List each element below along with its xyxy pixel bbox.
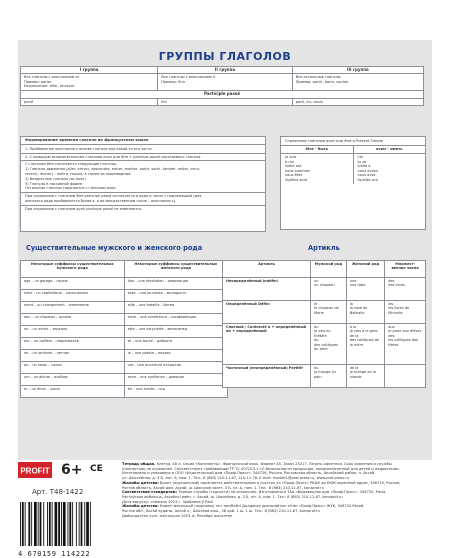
form-line: С глаголом être спрягаются следующие глаголы: (25, 162, 117, 167)
info-text: Билет (журнальный) признается действительным в участок ул «Проф-Пресс» РКЦК до ЕИЖ ларечный адрес, 346720, Россия, (158, 480, 401, 485)
masc-suffix-cell: age – un garage – гараж (21, 278, 125, 290)
info-text: Дата выпуску: снежань 2023 г. Зроблена ў Расіі (122, 499, 214, 504)
masc-suffix-cell: ier – un jardinier – летчик (21, 350, 125, 362)
group-header-1: I группа (21, 67, 158, 74)
etre-form: vous êtes (285, 173, 303, 178)
info-label: Соответствие стандартам: (122, 490, 178, 495)
plural-header: Множест-венное число (385, 261, 426, 278)
article-example-cell (385, 365, 426, 388)
article-example-cell: la la robe de Nathalie (346, 301, 384, 324)
etre-form: ils/elles sont (285, 177, 308, 182)
article-table (222, 260, 426, 388)
suffix-row (21, 302, 228, 314)
info-text: Термин службы (годности) не ограничен. Изготовлено в ТАА «Выдавецтва дом «Проф-Прэсс», 344720, Расія, (177, 490, 387, 495)
article-row (223, 278, 426, 301)
etre-form: il/elle est (285, 164, 302, 169)
info-text: Көмегі мекенжай (жарнама) тегі несібайті Дәлдəлеу шығарайтын кітап «Проф-Прэсс» ЖҰК, 346720 Ресей, (158, 504, 365, 509)
article-example-cell: les les livres de Michelle (385, 301, 426, 324)
form-line: 2) Возвратные глаголы (se laver) (25, 176, 86, 181)
avoir-form: il/elle a (357, 164, 371, 169)
article-row (223, 365, 426, 388)
suffix-row (21, 326, 228, 338)
etre-form: je suis (285, 155, 297, 159)
article-example-cell: du je mange du pain (311, 365, 347, 388)
fem-suffix-header: Некоторые суффиксы существительных женского рода (124, 261, 227, 278)
participe-2: fini (158, 98, 293, 105)
avoir-form: tu as (357, 159, 367, 164)
verb-groups-table (20, 66, 424, 106)
avoir-column-header: avoir - иметь (353, 146, 425, 153)
avoir-etre-table (281, 146, 425, 183)
fem-suffix-cell: ance – une confiance – доверие (124, 374, 227, 386)
avoir-etre-box (280, 136, 426, 230)
form-line: При спряжении с глаголом être participe passé согласуется в роде и числе с подлежащим (для (25, 194, 202, 199)
fem-suffix-cell: ée – une année – год (124, 386, 227, 398)
barcode-number: 4 670159 114222 (18, 550, 91, 558)
form-line: 3) Глаголы в пассивной форме (25, 181, 83, 186)
info-text: Ростов область, Аксай дом, Аксай, ш. Шоссеов часет, 3 Б, ул. А, пом. 1. Тел.: 8 (863) 210-11-67, kanzprof.ru (122, 485, 325, 490)
info-text: Изготовлено и упаковано в ООО «Издательский дом «Проф-Пресс», 344726, Россия, Ростовская область, Аксайский район, п. Аксай, (122, 471, 376, 476)
avoir-form: nous avons (357, 168, 378, 173)
participe-passe-label: Participle passé (21, 91, 424, 98)
avoir-form: vous avez (357, 173, 376, 178)
article-example-cell: aux je parle aux élèves des les collègues des frères (385, 324, 426, 365)
article-type-cell: Определённый Défini (223, 301, 311, 324)
participe-3: parti, bu, voulu (292, 98, 423, 105)
suffix-table (20, 260, 228, 398)
age-rating: 6+ (61, 462, 83, 478)
group-desc-3: Все остальные глаголы Пример: partir, boire, vouloir (292, 74, 423, 91)
etre-form: nous sommes (285, 168, 310, 173)
feminine-header: Женский род (346, 261, 384, 278)
fem-suffix-cell: tion – une révolution – революция (124, 278, 227, 290)
form-line: 2. С помощью вспомогательных глаголов avoir или être + participe passé спрягаемого глагола. (25, 154, 202, 159)
masc-suffix-cell: um – un album – альбом (21, 374, 125, 386)
info-label: Тетрадь общая. (122, 462, 156, 466)
tense-formation-header: Формирование времени глагола во французском языке (21, 137, 265, 145)
group-desc-2: Все глаголы с окончанием ir Пример: finir (158, 74, 293, 91)
page-title: ГРУППЫ ГЛАГОЛОВ (158, 50, 292, 63)
fem-suffix-cell: ie – une poésie – поэзия (124, 350, 227, 362)
group-header-2: II группа (158, 67, 293, 74)
avoir-form: j'ai (357, 155, 363, 159)
masc-suffix-cell: isme – un capitalisme – капитализм (21, 290, 125, 302)
article-example-cell: des des livres (385, 278, 426, 301)
info-text: (полностью) не ограничен. Соответствует требованиям ТР ТС 007/2011 «О безопасности продукции, предназначенной для детей и подростков». (122, 466, 401, 471)
etre-column-header: être - быть (281, 146, 353, 153)
group-header-3: III группа (292, 67, 423, 74)
masc-suffix-cell: on – un salon – салон (21, 362, 125, 374)
article-example-cell: le le chapeau de Marie (311, 301, 347, 324)
suffix-row (21, 314, 228, 326)
participe-1: parlé (21, 98, 158, 105)
info-label: Жалобы детство: (122, 504, 159, 509)
etre-form: tu es (285, 159, 294, 164)
ce-mark: CE (90, 464, 103, 474)
form-line: Остальные глаголы спрягаются с глаголом avoir. (25, 186, 117, 191)
suffix-row (21, 350, 228, 362)
fem-suffix-cell: esse – une jeunesse – молодость (124, 290, 227, 302)
info-line (122, 514, 434, 519)
article-row (223, 324, 426, 365)
fem-suffix-cell: aille – une bataille – битва (124, 302, 227, 314)
profit-logo (18, 462, 52, 478)
barcode (18, 502, 116, 546)
form-line: женского рода прибавляется буква e, а во множественном числе – окончание s). (25, 198, 177, 203)
masculine-header: Мужской род (311, 261, 347, 278)
suffix-row (21, 374, 228, 386)
suffix-row (21, 338, 228, 350)
article-section-title: Артикль (308, 244, 340, 252)
masc-suffix-cell: eur – un coiffeur – парикмахер (21, 338, 125, 350)
suffix-row (21, 362, 228, 374)
article-example-cell: une une robe (346, 278, 384, 301)
info-text: Дайындалған күні: желтоқсан 2023 ж. Ресейде жасалған (122, 513, 233, 518)
info-text: Растоўская вобласць, Аксайскі раён, г. Аксай, ш. Шасейная, д. 3 Б, літ. А, пом. 1. Тэл.: 8 (863) 210-11-67, kanzprof.ru (122, 494, 343, 499)
form-line: revenir, rentrer) – пойти, пошла, а также их производные. (25, 171, 132, 176)
info-label: Жалобы детство: (122, 480, 159, 485)
article-type-cell: Неопределённый Indéfini (223, 278, 311, 301)
article-example-cell: un un chapeau (311, 278, 347, 301)
group-desc-1: Все глаголы с окончанием er Пример: parler Исключение: aller, envoyer (21, 74, 158, 91)
masc-suffix-cell: oir – un miroir – зеркало (21, 326, 125, 338)
grammar-sheet (18, 40, 432, 460)
masc-suffix-cell: er – un dîner – ужин (21, 386, 125, 398)
article-row (223, 301, 426, 324)
article-type-cell: Частичный (неопределённый) Partitif (223, 365, 311, 388)
fem-suffix-cell: ure – une ouverture открытие (124, 362, 227, 374)
fem-suffix-cell: ence – une conférence – конференция (124, 314, 227, 326)
fem-suffix-cell: té – une bonté – доброта (124, 338, 227, 350)
info-text: Клетка, 48 л. Серия «Конспекты». Французский язык. Формат А5. Заказ 25217. Печать офсетная. Срок хранения и службы (155, 462, 392, 466)
product-info (122, 462, 434, 518)
article-example-cell: de la je mange de la viande (346, 365, 384, 388)
suffix-row (21, 290, 228, 302)
avoir-etre-header: Спряжение глаголов avoir или être в Présent Simple (281, 137, 425, 146)
form-line: При спряжении с глаголом avoir participe passé не изменяется. (25, 206, 143, 211)
form-line: 1. Прибавление окончания к основе глагола или какой-то его части. (25, 146, 153, 151)
suffix-row (21, 278, 228, 290)
article-header: Артикль (223, 261, 311, 278)
article-example-cell: à la je vais à la gare de la des collègues de la mère (346, 324, 384, 365)
masc-suffix-header: Некоторые суффиксы существительных мужского рода (21, 261, 125, 278)
fem-suffix-cell: ette – une bicyclette – велосипед (124, 326, 227, 338)
masc-suffix-cell: ment – un changement – изменение (21, 302, 125, 314)
masc-suffix-cell: eau – un chapeau – шляпа (21, 314, 125, 326)
avoir-form: ils/elles ont (357, 177, 378, 182)
nouns-section-title: Существительные мужского и женского рода (26, 244, 203, 252)
form-line: 1) Глаголы движения (aller, arriver, descendre, entrer, monter, partir, sortir, tomber, rester, venir, (25, 167, 201, 172)
suffix-row (21, 386, 228, 398)
article-number: Арт. Т48-1422 (32, 488, 84, 496)
article-example-cell: au je vais au théâtre du des collègues du père (311, 324, 347, 365)
logo-text: PROFIT (20, 466, 50, 476)
info-text: Ростов обл., Аксай ауданы, Аксай қ., Шоссеов көш., 3Б қой. 1 ш. 1 ш. Тел.: 8 (863) 210-11-67, kanzprof.ru (122, 509, 320, 514)
article-type-cell: Слитный / Contracté à + определённый de + определённый (223, 324, 311, 365)
tense-formation-box (20, 136, 266, 232)
info-text: ул. Шоссейная, д. 3 Б, лит. А, пом. 1. Тел.: 8 (863) 210-11-67, 210-11-76. E-mail: market1@prof-press.ru, www.prof-press.ru (122, 476, 349, 481)
